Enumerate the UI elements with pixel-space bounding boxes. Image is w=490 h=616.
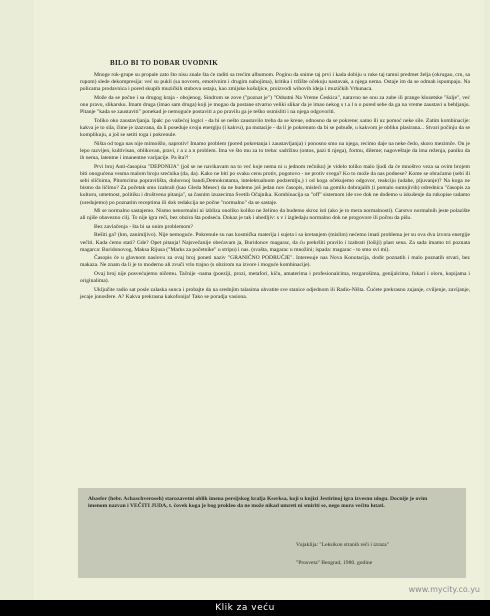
article-paragraph: Bez zavlačenja - šta bi sa onim problemom? [94, 223, 193, 230]
article-paragraph: Ovaj broj nije posvećujemo ničemu. Tačnije -nama (poeziji, prozi, metafori, kiču, amaterima i profesionalcima, tezgarošima, genijalcima, fukari i oloru, kopijama i originalima). [80, 270, 470, 285]
article-paragraph: Rešiti ga? (hm, zanimljivo). Nije nemoguće. Pokrenule su nas kosmička materija i sujeta i sa kretanjem (mislim) nećemo imati problema jer su ova dva izvora energije večiti. Kada ćemo stati? Gde? Opet pitanja! Najsvečanije obećavam ja, Buridonov magarac, da ću prekršiti pravilo i izabrati (lošiji) plast sena. Za sada imamo tri poznata magarca: Buridonovog, Maksa Rijusa ("Marks za početnike" u stripu) i nas. (svašta, magarac u množini; ispada: magarac - to smo svi mi). [80, 232, 470, 253]
article-paragraph: Toliko oko zaustavljanja. Ipak: po važećoj logici - da bi se nešto zaustavilo treba da se krene, odnosno da se pokrene; samo ili uz pomoć neke sile. Zatim kombinacije: kakva je to sila, čime je izazvana, da li poseduje svoju energiju (i kakvu), pa mutacije - da li je pokrenuto da bi se pobuđe, u kakvom je obliku plasirana... Stvari počinju da se komplikuju, a još se setiti toga i pokrenule. [80, 117, 470, 139]
article-paragraph: Mi se normalno sastajemo. Nismo nenormalni ni izbliza onoliko koliko ne želimo da budemo skroz isti (ako je to mera normalnosti). Carstvo normalnih jeste polazište ali njiše obavezno cilj. To nije igra reči, bez obzira šta podseća. Dokaz je tak i ubedljiv: s v i izgledaju normalno dok ne progovore ili počnu da pišu. [80, 208, 470, 222]
article-paragraph: Uključite radio sat posle zalaska sunca i probajte da na srednjim talasima uhvatite sve stanice odjednom ili Radio-Ništa. Čućete prekrasno zujanje, cviljenje, zavijanje, jecaje jonosfere. A? Kakva prekrasna kakofonija! Tako se poradja vasiona. [80, 286, 470, 300]
site-watermark: www.mycity.co.yu [408, 585, 480, 594]
enlarge-bar[interactable] [0, 600, 490, 616]
quote-box [78, 488, 466, 578]
enlarge-link[interactable]: Klik za veću [215, 603, 275, 613]
quote-source-line: "Prosveta" Beograd, 1980. godine [296, 560, 373, 566]
quote-source-line: Vujaklija: "Leksikon stranih reči i izraza" [296, 542, 389, 548]
article-title: BILO BI TO DOBAR UVODNIK [110, 59, 218, 67]
article-paragraph: Prvi broj Anti-časopisa "DEPONIJA" (još se ne navikavam na to već koje nema ni u jednom rečniku) je videlo toliko malo ljudi da će mnoštvo veza sa ovim brojem biti onogućena vesma malom broju srećnika (da, da). Kako ne biti po svaku cenu protiv, pogotovo - ne protiv svega? Ko to može da nas podnese? Kome se obraćamo (sebi ili sebi sličnima, Pitomcima popravilišta, duhovnoj bandi,Demokratama, intelektualnom podzemlju,) i od koga očekujemo odgovor, reakciju (udahe, pljuvanje)? Na koga ne bismo da ličimo? Za početak smo izabrali (kao Gleda Mesec) da ne budemo još jedan nov časopis, misleći na gomilu dobrajalih (i pomalo sumnjivih) odrednica "časopis za kulturu, umetnost, politiku i društvena pitanja", sa časnim izuzecima Svetih Očajnika. Kombinacija sa "off" sistemom ide sve dok ne dođemo u iskušenje da rukopise radamo (uredujemo) po poznatim receptima ili dok redakcija ne počne "normalno" da se sastaje. [80, 163, 470, 206]
article-body [80, 72, 470, 302]
article-paragraph: Ništa od toga nas nije mimoišlo, naprotiv! Imamo problem (pored pokretanja i zaustavljanja) i ponosno smo na njega, recimo daje na neke čedo, skoro mezimče. On je lepo razvijen, kultivisan, oblikovan, pravi, r a z a n problem. Ima ve što mu za to treba: sadržinu (ontos, pazi ti njega), formu, dileme; nagoveštaje da ima reženja, paniku da ih nema, latentne i imanentne varijacije. Pa šta?! [80, 140, 470, 162]
article-paragraph: Mnoge rok-grupe su propale zato što nisu znale šta će raditi sa trećim albumom. Poginu da snime taj prvi i kada dobiju u ruke taj tamni predmet želja (okrugao, crn, sa rupom) slede dekompresija: već su pukli (sa novcem, emotivnim i drugim nabojima), kritika i tržište očekuju nastavak, a njega nema. Ostaje im da se odmah ispumpaju. Na policama prodavnica i pored skupih muzičkih stubova ostaju, kao zmijske košuljice, proizvodi wihovih ideja i muzičkih Vrhunaca. [80, 72, 470, 93]
article-paragraph: Časopis će u glavnom naslovu za ovaj broj poneti naziv "GRANIČNO PODRUČJE". Interesuje nas Nova Konotacija, dodir poznatih i malo poznatih stvari, bez makaza. Ne znam da li je to moderno ali zvuči vrlo trajno (s obzirom na izvore i moguće kombinacije). [80, 255, 470, 269]
quote-text: Abasfer (hebr. Achaschveroseh) starozavetni oblik imena persijskog kralja Kserksa, koji u knjizi Jestirinoj igra izvesnu ulogu. Docnije je ovim imenom nazvan i VEČITI JUDA, t. čovek koga je bog prokleo da ne može nikad umreti ni smiriti se, nego mora večito lutati. [88, 496, 428, 510]
article-paragraph: Može da se počne i sa drugog kraja - obojenog. Sindrom se zove ("poznat je") "Odsutni Na Vreme Ćeskica", naravno ne onu za zube ili prange klozetske "šolje", već onu pravu, slikarsku. Imam druga (imao sam druga) koji je mogao da postane stvarno veliki slikar da je imao nekog s t a l n o pored sebe da ga na vreme zaustavi u bebljanju. Pitanje "kada se zaustaviti" ponekad je nemoguće postaviti a po pravilu ga je teško osmisliti i na njega odgovoriti. [80, 94, 470, 116]
